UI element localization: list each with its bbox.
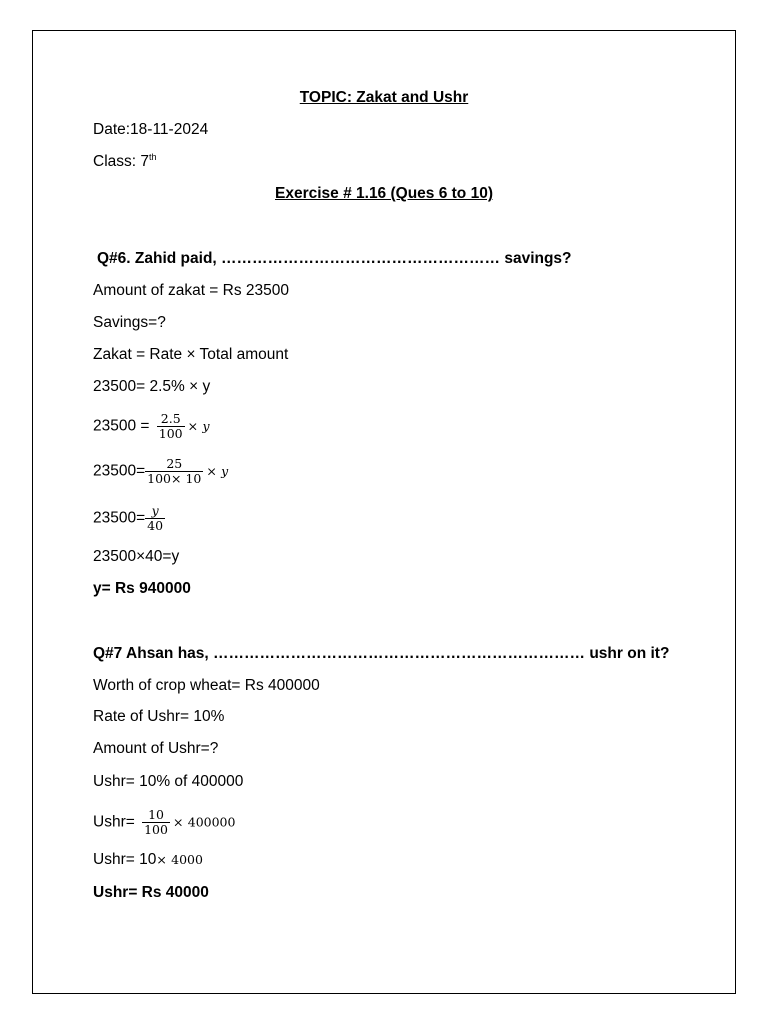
q6-eq2-denominator: 100× 10 [147,471,202,486]
q7-equation-1 [93,808,235,837]
q7-eq1-fraction [142,808,170,837]
q7-eq2-lhs: Ushr= 10 [93,851,157,869]
q6-answer: y= Rs 940000 [93,580,191,597]
q6-line-4: 23500= 2.5% × y [93,378,211,395]
q6-eq2-numerator: 25 [166,456,183,471]
q7-eq2-rhs: 4000 [171,852,203,867]
class-line [93,152,157,172]
q6-eq2-variable: y [221,463,229,479]
q6-eq3-denominator: 40 [147,518,164,533]
q6-eq2-operator: × [206,463,217,479]
q6-eq1-variable: y [202,418,210,434]
q6-eq3-numerator: y [151,503,159,518]
date-line: Date:18-11-2024 [93,121,209,138]
q7-answer: Ushr= Rs 40000 [93,884,209,901]
q6-eq1-fraction [157,412,185,441]
q6-eq1-operator: × [187,418,199,434]
q6-equation-3 [93,504,168,533]
q7-line-2: Rate of Ushr= 10% [93,708,225,725]
q7-heading: Q#7 Ahsan has, ……………………………………………………………… ushr on it? [93,645,670,662]
q6-heading: Q#6. Zahid paid, ……………………………………………… savings? [97,250,572,267]
q7-line-3: Amount of Ushr=? [93,740,219,757]
q7-eq2-operator: × [156,852,167,867]
q6-eq2-lhs: 23500= [93,462,146,480]
q6-line-2: Savings=? [93,314,166,331]
q7-eq1-rhs: 400000 [187,814,236,830]
q7-eq1-numerator: 10 [148,807,164,822]
q6-equation-1 [93,412,210,441]
q6-equation-2 [93,457,228,486]
q6-line-3: Zakat = Rate × Total amount [93,346,289,363]
class-label: Class: 7 [93,153,149,170]
q6-eq1-lhs: 23500 = [93,417,150,435]
q6-eq3-lhs: 23500= [93,509,146,527]
q7-eq1-denominator: 100 [144,822,168,837]
exercise-title: Exercise # 1.16 (Ques 6 to 10) [275,185,493,202]
q7-eq1-lhs: Ushr= [93,813,135,831]
q7-line-4: Ushr= 10% of 400000 [93,773,244,790]
q6-line-1: Amount of zakat = Rs 23500 [93,282,290,299]
q6-eq1-denominator: 100 [158,426,183,441]
q6-eq2-fraction [145,457,203,486]
q7-line-1: Worth of crop wheat= Rs 400000 [93,677,320,694]
q7-eq1-operator: × [172,814,184,830]
q6-line-5: 23500×40=y [93,548,180,565]
topic-title: TOPIC: Zakat and Ushr [299,89,469,106]
q6-eq1-numerator: 2.5 [160,411,181,426]
class-superscript: th [149,151,157,162]
q6-eq3-fraction [145,504,165,533]
q7-equation-2 [93,850,203,870]
